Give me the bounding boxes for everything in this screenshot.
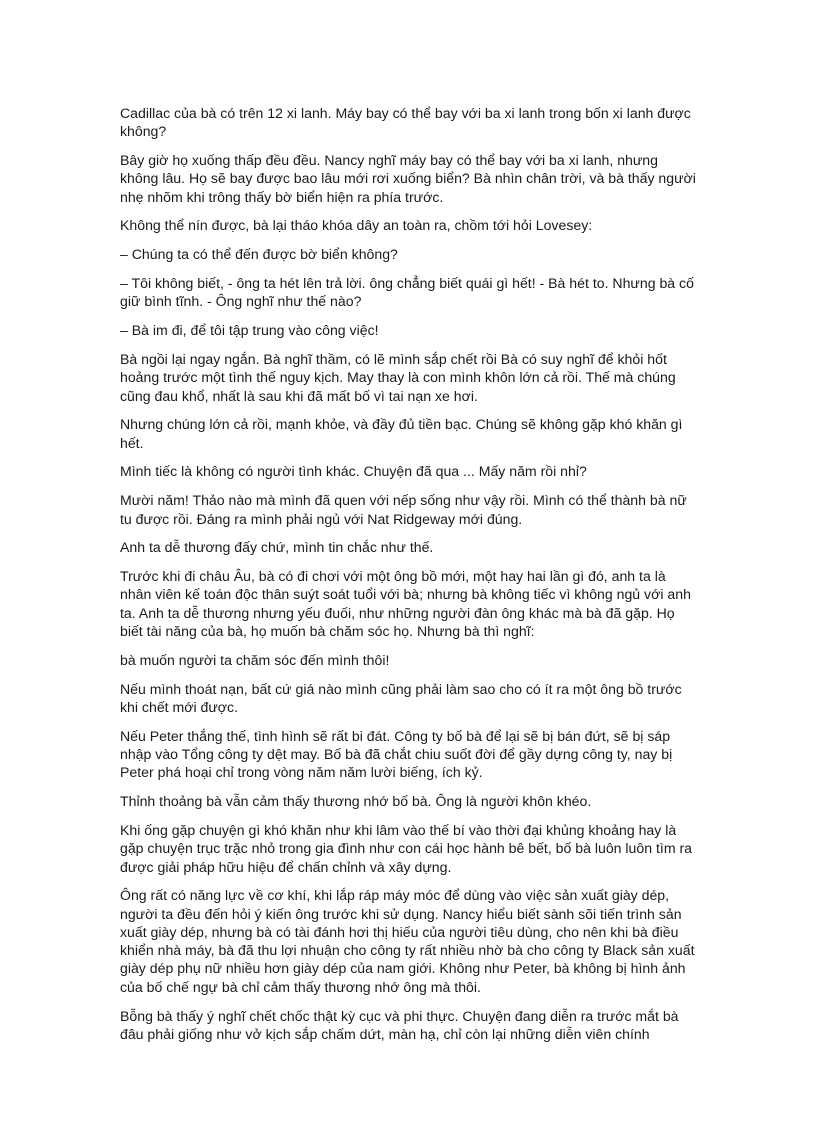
paragraph: Ông rất có năng lực về cơ khí, khi lắp ráp máy móc để dùng vào việc sản xuất giày dép, người ta đều đến hỏi ý kiến ông trước khi sử dụng. Nancy hiểu biết sành sõi tiến trình sản xuất giày dép, nhưng bà có tài đánh hơi thị hiếu của người tiêu dùng, cho nên khi bà điều khiển nhà máy, bà đã thu lợi nhuận cho công ty rất nhiều nhờ bà cho công ty Black sản xuất giày dép phụ nữ nhiều hơn giày dép của nam giới. Không như Peter, bà không bị hình ảnh của bố chế ngự bà chỉ cảm thấy thương nhớ ông mà thôi.	[120, 887, 695, 995]
paragraph: Cadillac của bà có trên 12 xi lanh. Máy bay có thể bay với ba xi lanh trong bốn xi lanh được không?	[120, 105, 691, 140]
paragraph: Bà ngồi lại ngay ngắn. Bà nghĩ thầm, có lẽ mình sắp chết rồi Bà có suy nghĩ để khỏi hốt hoảng trước một tình thế nguy kịch. May thay là con mình khôn lớn cả rồi. Thế mà chúng cũng đau khổ, nhất là sau khi đã mất bố vì tai nạn xe hơi.	[120, 350, 676, 404]
paragraph: Trước khi đi châu Âu, bà có đi chơi với một ông bồ mới, một hay hai lần gì đó, anh ta là nhân viên kế toán độc thân suýt soát tuổi với bà; nhưng bà không tiếc vì không ngủ với anh ta. Anh ta dễ thương nhưng yếu đuối, như những người đàn ông khác mà bà đã gặp. Họ biết tài năng của bà, họ muốn bà chăm sóc họ. Nhưng bà thì nghĩ:	[120, 568, 691, 640]
paragraph: Bây giờ họ xuống thấp đều đều. Nancy nghĩ máy bay có thể bay với ba xi lanh, nhưng không lâu. Họ sẽ bay được bao lâu mới rơi xuống biển? Bà nhìn chân trời, và bà thấy người nhẹ nhõm khi trông thấy bờ biển hiện ra phía trước.	[120, 152, 696, 205]
paragraph: – Chúng ta có thể đến được bờ biển không?	[120, 246, 398, 263]
paragraph: – Tôi không biết, - ông ta hét lên trả lời. ông chẳng biết quái gì hết! - Bà hét to. Nhưng bà cố giữ bình tĩnh. - Ông nghĩ như thế nào?	[120, 275, 694, 310]
paragraph: Mười năm! Thảo nào mà mình đã quen với nếp sống như vậy rồi. Mình có thể thành bà nữ tu được rồi. Đáng ra mình phải ngủ với Nat Ridgeway mới đúng.	[120, 492, 687, 527]
paragraph: Bỗng bà thấy ý nghĩ chết chốc thật kỳ cục và phi thực. Chuyện đang diễn ra trước mắt bà đâu phải giống như vở kịch sắp chấm dứt, màn hạ, chỉ còn lại những diễn viên chính	[120, 1007, 679, 1042]
paragraph: bà muốn người ta chăm sóc đến mình thôi!	[120, 651, 390, 668]
paragraph: Thỉnh thoảng bà vẫn cảm thấy thương nhớ bố bà. Ông là người khôn khéo.	[120, 793, 592, 810]
paragraph: Không thể nín được, bà lại tháo khóa dây an toàn ra, chồm tới hỏi Lovesey:	[120, 217, 593, 234]
paragraph: Khi ống gặp chuyện gì khó khăn như khi lâm vào thế bí vào thời đại khủng khoảng hay là gặp chuyện trục trặc nhỏ trong gia đình như con cái học hành bê bết, bố bà luôn luôn tìm ra được giải pháp hữu hiệu để chấn chỉnh và xây dựng.	[120, 821, 693, 875]
paragraph: Mình tiếc là không có người tình khác. Chuyện đã qua ... Mấy năm rồi nhỉ?	[120, 463, 587, 480]
paragraph: – Bà im đi, để tôi tập trung vào công việc!	[120, 322, 379, 339]
paragraph: Anh ta dễ thương đấy chứ, mình tin chắc như thế.	[120, 539, 434, 556]
paragraph: Nếu mình thoát nạn, bất cứ giá nào mình cũng phải làm sao cho có ít ra một ông bồ trước khi chết mới được.	[120, 680, 682, 715]
document-body	[120, 104, 700, 1054]
paragraph: Nhưng chúng lớn cả rồi, mạnh khỏe, và đầy đủ tiền bạc. Chúng sẽ không gặp khó khăn gì hết.	[120, 416, 683, 451]
paragraph: Nếu Peter thắng thế, tình hình sẽ rất bi đát. Công ty bố bà để lại sẽ bị bán đứt, sẽ bị sáp nhập vào Tổng công ty dệt may. Bố bà đã chắt chiu suốt đời để gầy dựng công ty, nay bị Peter phá hoại chỉ trong vòng năm năm lười biếng, ích kỷ.	[120, 727, 673, 781]
